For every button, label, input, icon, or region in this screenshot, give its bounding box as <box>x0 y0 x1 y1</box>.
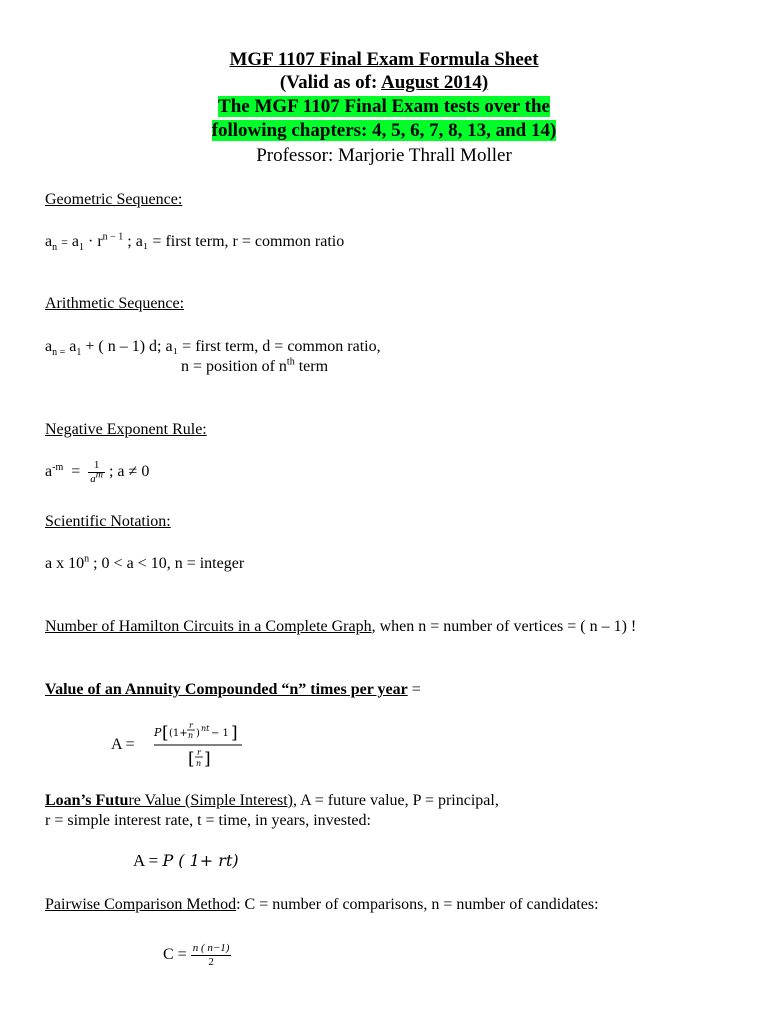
loan-title-line: Loan’s Future Value (Simple Interest), A = future value, P = principal, <box>45 792 499 809</box>
svg-text:nt: nt <box>201 724 210 733</box>
scientific-notation-title: Scientific Notation: <box>45 513 171 530</box>
svg-text:n: n <box>188 731 194 740</box>
svg-text:r: r <box>197 748 201 757</box>
negative-exponent-formula: $a^{-m}$ = $\frac{1}{a^m}$ ; a ≠ 0 <box>45 459 150 485</box>
loan-formula: A = P ( 1+ rt) <box>133 851 239 870</box>
professor-line: Professor: Marjorie Thrall Moller <box>256 145 512 166</box>
loan-desc-line2: r = simple interest rate, t = time, in years, invested: <box>45 812 371 829</box>
svg-text:): ) <box>196 728 200 739</box>
arithmetic-formula-line2: n = position of $n^{th}$ term <box>181 356 329 375</box>
chapters-line-2: following chapters: 4, 5, 6, 7, 8, 13, and 14) <box>211 120 557 141</box>
hamilton-line: Number of Hamilton Circuits in a Complete Graph, when n = number of vertices = ( n – 1) ! <box>45 618 637 635</box>
pairwise-title-line: Pairwise Comparison Method: C = number of comparisons, n = number of candidates: <box>45 896 599 913</box>
arithmetic-formula: $a_{n =}$ $a_1$ + ( n – 1) d; a₁ = first term, d = common ratio, <box>45 338 381 359</box>
sheet-title: MGF 1107 Final Exam Formula Sheet <box>229 49 539 70</box>
pairwise-formula: C = $\frac{n ( n-1)}{2}$ <box>163 942 230 968</box>
svg-text:P: P <box>154 726 162 739</box>
arithmetic-title: Arithmetic Sequence: <box>45 295 185 312</box>
annuity-formula <box>152 720 247 777</box>
svg-text:(1+: (1+ <box>169 728 188 739</box>
svg-text:− 1: − 1 <box>211 728 229 739</box>
svg-text:r: r <box>189 721 193 730</box>
annuity-title-line: Value of an Annuity Compounded “n” times per year = <box>45 681 421 698</box>
annuity-formula-graphic <box>152 720 247 772</box>
negative-exponent-title: Negative Exponent Rule: <box>45 421 207 438</box>
svg-text:]: ] <box>204 749 211 769</box>
geometric-formula: $a_n = a_1 \cdot r^{n - 1}$ ; a₁ = first term, r = common ratio <box>45 231 345 254</box>
annuity-lhs: A = <box>111 736 135 753</box>
chapters-line-1: The MGF 1107 Final Exam tests over the <box>218 96 550 117</box>
svg-text:[: [ <box>188 749 195 769</box>
scientific-notation-formula: a x 10$^n$ ; 0 < a < 10, n = integer <box>45 553 245 572</box>
negative-exponent-fraction: $\frac{1}{a^m}$ <box>90 459 103 485</box>
pairwise-fraction: $\frac{n ( n-1)}{2}$ <box>192 942 230 968</box>
svg-text:[: [ <box>162 723 169 743</box>
svg-text:n: n <box>196 759 202 768</box>
valid-date-line: (Valid as of: August 2014) <box>279 72 489 93</box>
geometric-title: Geometric Sequence: <box>45 191 183 208</box>
svg-text:]: ] <box>231 723 238 743</box>
